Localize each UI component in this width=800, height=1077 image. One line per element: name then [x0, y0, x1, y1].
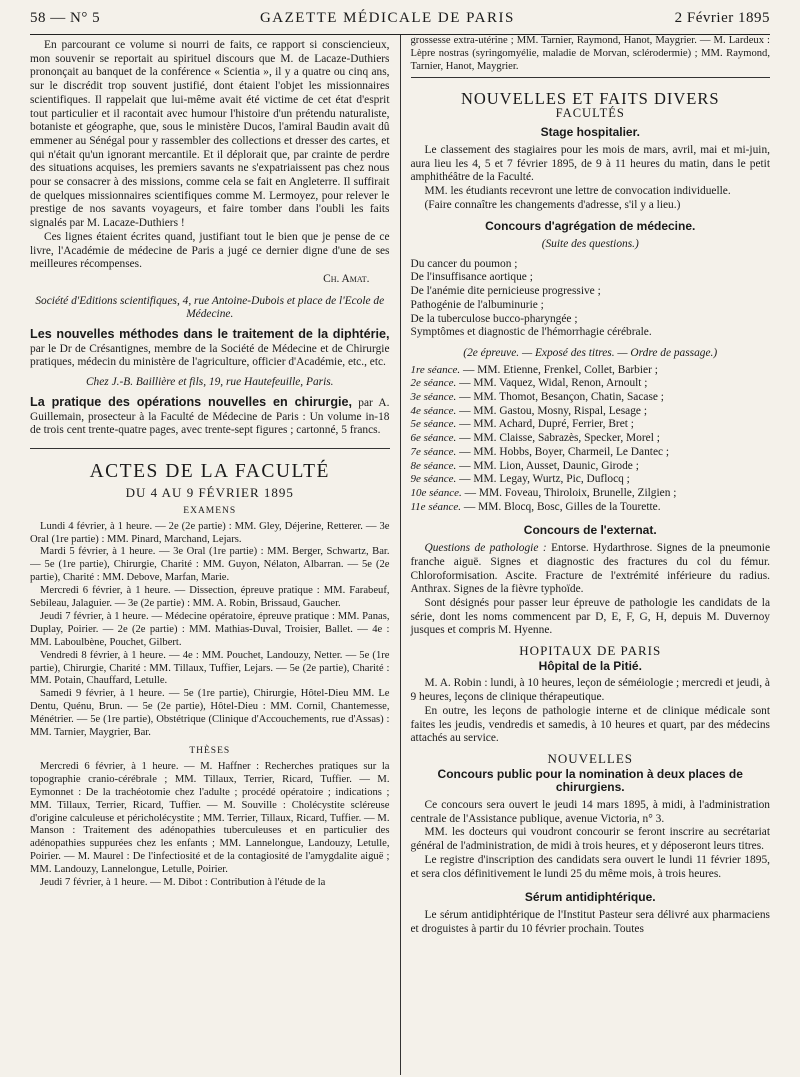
actes-dates: DU 4 AU 9 FÉVRIER 1895 — [125, 484, 294, 500]
exam-entry: Vendredi 8 février, à 1 heure. — 4e : MM. Pouchet, Landouzy, Netter. — 5e (1re partie), Chirurgie, Charité : MM. Tillaux, Tuffier, Lejars. — 5e (2e partie), Charité : MM. Potain, Chauffard, Letulle. — [30, 649, 390, 687]
book-description: par le Dr de Crésantignes, membre de la Société de Médecine et de Chirurgie pratiques, médecin du ministère de l'agriculture, officier d'Académie, etc., etc. — [30, 342, 390, 369]
theses-label: THÈSES — [189, 746, 231, 756]
book-description: par A. Guillemain, prosecteur à la Faculté de Médecine de Paris : Un volume in-18 de trois cent trente-quatre pages, avec trente-sept figures ; cartonné, 5 francs. — [30, 396, 390, 437]
question-item: De l'insuffisance aortique ; — [410, 271, 533, 284]
session-names: — MM. Foveau, Thiroloix, Brunelle, Zilgien ; — [461, 487, 677, 499]
actes-content — [30, 505, 390, 890]
session-item — [411, 501, 771, 515]
these-entry: Mercredi 6 février, à 1 heure. — M. Haffner : Recherches pratiques sur la topographie cranio-cérébrale ; MM. Tillaux, Terrier, Ricard, Tuffier. — M. Eymonnet : De la trachéotomie chez l'adulte ; procédé opératoire ; indications ; MM. Tillaux, Terrier, Ricard, Tuffier. — M. Souville : Cholécystite scléreuse d'origine calculeuse et péricholécystite ; MM. Terrier, Tillaux, Ricard, Tuffier. — M. Manson : Traitement des adénopathies tuberculeuses et en particulier des adénopathies suppurées chez les enfants ; MM. Lannelongue, Landouzy, Letulle, Poirier. — M. Maurel : De l'infectiosité et de la contagiosité de l'amygdalite aiguë ; MM. Landouzy, Lannelongue, Letulle, Poirier. — [30, 760, 390, 876]
exam-entry: Samedi 9 février, à 1 heure. — 5e (1re partie), Chirurgie, Hôtel-Dieu MM. Le Dentu, Quénu, Brun. — 5e (2e partie), Hôtel-Dieu : MM. Cornil, Chantemesse, Ménétrier. — 5e (1re partie), Obstétrique (Clinique d'Accouchements, rue d'Assas) : MM. Tarnier, Maygrier, Bar. — [30, 688, 390, 739]
concours-paragraph: Le registre d'inscription des candidats sera ouvert le lundi 11 février 1895, et sera clos définitivement le lundi 25 du même mois, à trois heures. — [410, 853, 770, 880]
questions-list — [411, 258, 771, 340]
review-signature: Ch. Amat. — [323, 272, 370, 285]
facultes-label: FACULTÉS — [555, 106, 625, 121]
session-item — [411, 405, 771, 419]
agregation-suite: (Suite des questions.) — [541, 238, 639, 251]
session-number: 9e séance. — [410, 473, 457, 486]
session-number: 3e séance. — [410, 391, 457, 404]
session-names: — MM. Claisse, Sabrazès, Specker, Morel ; — [456, 432, 660, 445]
session-number: 11e séance. — [410, 500, 461, 513]
serum-heading: Sérum antidiphtérique. — [524, 890, 656, 905]
nouvelles-title: NOUVELLES ET FAITS DIVERS — [460, 88, 720, 108]
session-names: — MM. Lion, Ausset, Daunic, Girode ; — [456, 459, 639, 472]
externat-paragraph: Sont désignés pour passer leur épreuve de pathologie les candidats de la série, dont les noms commencent par D, E, F, G, H, depuis M. Duvernoy jusques et compris M. Hyenne. — [410, 596, 770, 637]
stage-paragraph: MM. les étudiants recevront une lettre de convocation individuelle. — [424, 184, 731, 197]
left-column — [30, 35, 400, 1075]
examens-label: EXAMENS — [183, 505, 237, 516]
externat-paragraph — [411, 542, 771, 597]
session-number: 4e séance. — [410, 404, 457, 417]
page-number: 58 — N° 5 — [30, 10, 101, 26]
session-names: — MM. Legay, Wurtz, Pic, Duflocq ; — [456, 473, 630, 486]
session-item — [411, 377, 771, 391]
question-item: Pathogénie de l'albuminurie ; — [410, 298, 544, 311]
continued-paragraph: grossesse extra-utérine ; MM. Tarnier, Raymond, Hanot, Maygrier. — M. Lardeux : Lèpre nostras (syringomyélie, maladie de Morvan, sclérodermie) ; MM. Raymond, Tarnier, Hanot, Maygrier. — [410, 35, 770, 72]
columns — [30, 35, 770, 1075]
session-names: — MM. Achard, Dupré, Ferrier, Bret ; — [456, 418, 634, 431]
question-item: Symptômes et diagnostic de l'hémorrhagie cérébrale. — [410, 326, 652, 339]
journal-title: GAZETTE MÉDICALE DE PARIS — [259, 10, 515, 26]
book-title: Les nouvelles méthodes dans le traitement de la diphtérie, — [30, 327, 390, 342]
session-item — [411, 391, 771, 405]
pitie-paragraph: M. A. Robin : lundi, à 10 heures, leçon de séméiologie ; mercredi et jeudi, à 9 heures, leçons de clinique thérapeutique. — [410, 677, 770, 704]
externat-lead: Questions de pathologie : — [424, 542, 547, 555]
session-number: 6e séance. — [410, 432, 457, 445]
session-item — [411, 460, 771, 474]
sessions-list — [411, 364, 771, 515]
session-number: 2e séance. — [410, 377, 457, 390]
stage-paragraph: Le classement des stagiaires pour les mois de mars, avril, mai et mi-juin, aura lieu les 4, 5 et 7 février 1895, de 9 à 11 heures du matin, dans le petit amphithéâtre de la Faculté. — [410, 143, 770, 184]
session-names: — MM. Gastou, Mosny, Rispal, Lesage ; — [456, 404, 647, 417]
exam-entry: Jeudi 7 février, à 1 heure. — Médecine opératoire, épreuve pratique : MM. Panas, Duplay, Poirier. — 2e (2e partie) : MM. Mathias-Duval, Troisier, Ballet. — 4e : MM. Laboulbène, Pouchet, Gilbert. — [30, 610, 390, 648]
actes-title: ACTES DE LA FACULTÉ — [89, 460, 330, 482]
session-number: 8e séance. — [410, 459, 457, 472]
agregation-heading: Concours d'agrégation de médecine. — [485, 219, 696, 234]
question-item: De l'anémie dite pernicieuse progressive ; — [410, 285, 601, 298]
concours-paragraph: Ce concours sera ouvert le jeudi 14 mars 1895, à midi, à l'administration centrale de l'Assistance publique, avenue Victoria, n° 3. — [410, 799, 770, 825]
session-names: — MM. Vaquez, Widal, Renon, Arnoult ; — [456, 377, 648, 390]
session-names: — MM. Blocq, Bosc, Gilles de la Tourette. — [461, 500, 661, 513]
session-item — [411, 364, 771, 378]
concours-paragraph: MM. les docteurs qui voudront concourir se feront inscrire au secrétariat général de l'administration, de midi à trois heures, et y déposeront leurs titres. — [410, 826, 770, 853]
session-number: 1re séance. — [410, 363, 461, 376]
publisher-line: Société d'Editions scientifiques, 4, rue Antoine-Dubois et place de l'Ecole de Médecine. — [35, 294, 385, 321]
session-item — [411, 487, 771, 501]
session-item — [411, 473, 771, 487]
stage-paragraph: (Faire connaître les changements d'adresse, s'il y a lieu.) — [424, 198, 681, 211]
session-names: — MM. Hobbs, Boyer, Charmeil, Le Dantec ; — [456, 445, 670, 458]
pitie-heading: Hôpital de la Pitié. — [538, 658, 642, 673]
book-title: La pratique des opérations nouvelles en chirurgie, — [30, 394, 353, 409]
serum-paragraph: Le sérum antidiphtérique de l'Institut Pasteur sera délivré aux pharmaciens et droguistes à partir du 10 février prochain. Toutes — [410, 908, 770, 935]
exam-entry: Mardi 5 février, à 1 heure. — 3e Oral (1re partie) : MM. Berger, Schwartz, Bar. — 5e (1re partie), Chirurgie, Charité : MM. Guyon, Nélaton, Albarran. — 5e (2e partie), Charité : MM. Debove, Marfan, Marie. — [30, 546, 390, 584]
issue-date: 2 Février 1895 — [674, 10, 770, 26]
concours-heading: Concours public pour la nomination à deux places de chirurgiens. — [437, 766, 743, 795]
these-entry: Jeudi 7 février, à 1 heure. — M. Dibot : Contribution à l'étude de la — [40, 877, 326, 889]
pitie-paragraph: En outre, les leçons de pathologie interne et de clinique médicale sont faites les jeudis, vendredis et samedis, à 10 heures et quart, par des médecins attachés au service. — [410, 704, 770, 745]
book-notice — [30, 328, 390, 370]
review-paragraph: Ces lignes étaient écrites quand, justifiant tout le bien que je pense de ce livre, l'Académie de médecine de Paris a jugé ce dernier digne d'une de ses meilleures récompenses. — [30, 230, 390, 271]
session-item — [411, 446, 771, 460]
section-divider — [30, 448, 390, 449]
question-item: Du cancer du poumon ; — [410, 257, 518, 270]
session-item — [411, 432, 771, 446]
book-notice — [30, 396, 390, 438]
epreuve-line: (2e épreuve. — Exposé des titres. — Ordre de passage.) — [463, 346, 718, 359]
session-item — [411, 418, 771, 432]
session-number: 10e séance. — [410, 487, 462, 499]
session-number: 5e séance. — [410, 418, 457, 431]
nouvelles-label: NOUVELLES — [547, 750, 634, 766]
session-names: — MM. Etienne, Frenkel, Collet, Barbier ; — [460, 363, 658, 376]
continued-text — [411, 35, 771, 78]
hopitaux-label: HOPITAUX DE PARIS — [519, 643, 662, 659]
publisher-line: Chez J.-B. Baillière et fils, 19, rue Hautefeuille, Paris. — [85, 376, 334, 389]
externat-heading: Concours de l'externat. — [523, 523, 657, 538]
session-number: 7e séance. — [410, 445, 457, 458]
review-paragraph: En parcourant ce volume si nourri de faits, ce rapport si consciencieux, mon souvenir se reportait au spirituel discours que M. de Lacaze-Duthiers prononçait au banquet de la conférence « Scientia », il y a quatre ou cinq ans, sur le discrédit trop souvent justifié, dont étaient l'objet les missionnaires scientifiques. Il rappelait que lui-même avait été victime de cet état d'esprit tout particulier et il racontait avec humour l'histoire d'un prétendu naturaliste, botaniste et géographe, que, sous le ministère Ducos, l'amiral Baudin avait dû emmener au Sénégal pour y rassembler des collections et dresser des cartes, et qui n'était qu'un ignorant mercantile. Et il déplorait que, par crainte de perdre des situations acquises, les premiers savants ne s'expatriaissent pas chez nous pour se consacrer à des missions, comme cela se fait en Angleterre. Il suffirait de quelques missionnaires scientifiques comme M. Lermoyez, pour relever le prestige de nos savants voyageurs, et faire tomber dans l'oubli les faits signalés par M. Lacaze-Duthiers ! — [30, 39, 390, 230]
right-column — [400, 35, 771, 1075]
exam-entry: Lundi 4 février, à 1 heure. — 2e (2e partie) : MM. Gley, Déjerine, Retterer. — 3e Oral (1re partie) : MM. Pinard, Marchand, Lejars. — [30, 520, 390, 545]
question-item: De la tuberculose bucco-pharyngée ; — [410, 312, 578, 325]
page-header — [30, 10, 770, 32]
session-names: — MM. Thomot, Besançon, Chatin, Sacase ; — [456, 391, 664, 404]
externat-text: Entorse. Hydarthrose. Signes de la pneumonie franche aiguë. Signes et diagnostic des fractures du col du fémur. Chloroformisation. Ascite. Fracture de l'extrémité inférieure du radius. Anthrax. Signes de la fièvre typhoïde. — [410, 542, 770, 596]
stage-heading: Stage hospitalier. — [540, 125, 640, 140]
exam-entry: Mercredi 6 février, à 1 heure. — Dissection, épreuve pratique : MM. Farabeuf, Sebileau, Jalaguier. — 3e (2e partie) : MM. A. Robin, Brissaud, Gaucher. — [30, 585, 390, 610]
